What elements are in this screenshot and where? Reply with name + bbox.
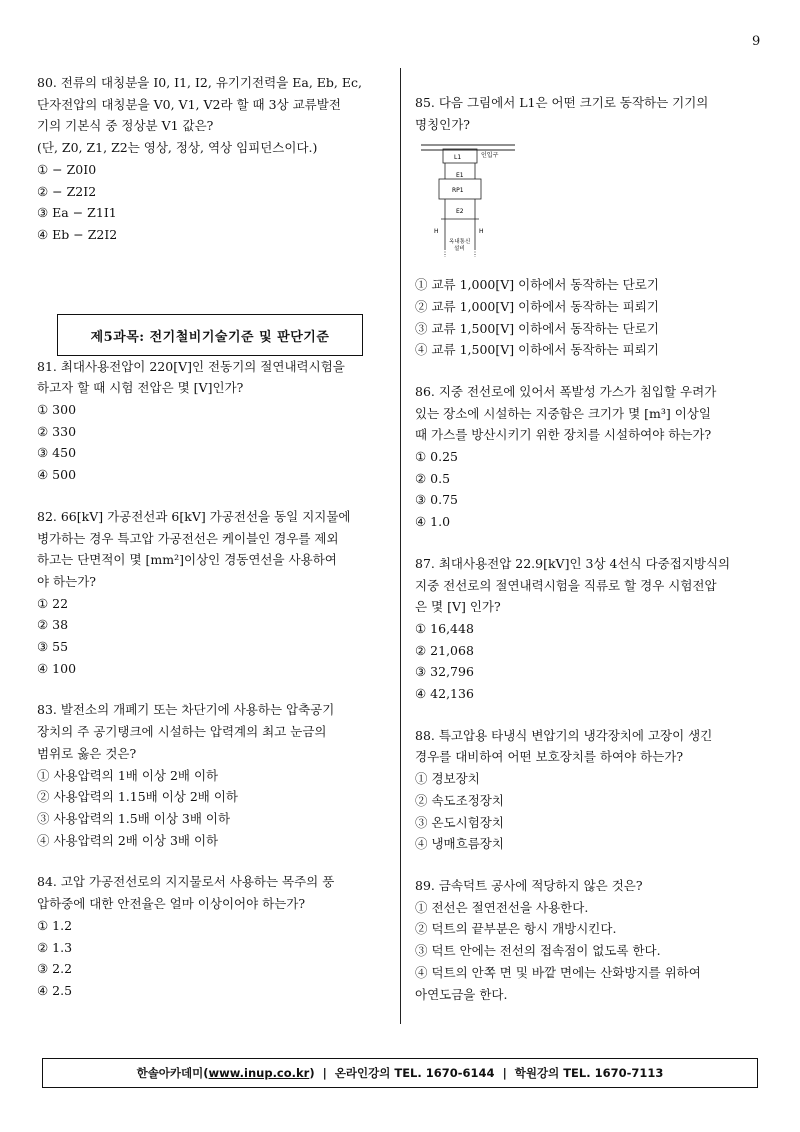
- figure-label: E1: [456, 172, 464, 180]
- question-84: [37, 871, 386, 1001]
- academy-name: 한솔아카데미(: [136, 1066, 209, 1080]
- option: ④ 2.5: [37, 982, 73, 998]
- option: ② 속도조정장치: [415, 792, 504, 808]
- option: ④ 42,136: [415, 686, 474, 702]
- figure-label: L1: [454, 154, 462, 162]
- option: ③ 온도시험장치: [415, 814, 504, 830]
- figure-label: E2: [456, 208, 464, 216]
- website-link[interactable]: www.inup.co.kr: [208, 1066, 310, 1080]
- question-text: 은 몇 [V] 인가?: [415, 599, 501, 615]
- option: ② 교류 1,000[V] 이하에서 동작하는 피뢰기: [415, 298, 659, 314]
- question-text: 84. 고압 가공전선로의 지지물로서 사용하는 목주의 풍: [37, 874, 335, 890]
- question-text: 하고자 할 때 시험 전압은 몇 [V]인가?: [37, 380, 244, 396]
- option: ④ 덕트의 안쪽 면 및 바깥 면에는 산화방지를 위하여: [415, 964, 701, 980]
- option: ③ 450: [37, 445, 77, 461]
- question-87: [415, 553, 764, 705]
- option: ① 경보장치: [415, 771, 480, 787]
- figure-label: 옥내통신: [449, 239, 471, 246]
- online-contact: 온라인강의 TEL. 1670-6144: [334, 1066, 495, 1080]
- figure-label: H: [479, 228, 484, 236]
- academy-name-close: ): [309, 1066, 315, 1080]
- section-title: 제5과목: 전기철비기술기준 및 판단기준: [90, 329, 330, 345]
- option: ④ 1.0: [415, 514, 451, 530]
- option: ② 0.5: [415, 470, 451, 486]
- section-title-box: [57, 314, 363, 356]
- option: ① 전선은 절연전선을 사용한다.: [415, 899, 589, 915]
- option: ③ 덕트 안에는 전선의 접속점이 없도록 한다.: [415, 943, 661, 959]
- option: ④ 냉매흐름장치: [415, 836, 504, 852]
- option: ③ 2.2: [37, 961, 73, 977]
- question-85: [415, 92, 764, 361]
- option: ② 사용압력의 1.15배 이상 2배 이하: [37, 789, 238, 805]
- question-88: [415, 725, 764, 855]
- question-86: [415, 381, 764, 533]
- question-text: 85. 다음 그림에서 L1은 어떤 크기로 동작하는 기기의: [415, 95, 709, 110]
- question-text: (단, Z0, Z1, Z2는 영상, 정상, 역상 임피던스이다.): [37, 140, 318, 156]
- option: ① 1.2: [37, 917, 73, 933]
- question-text: 기의 기본식 중 정상분 V1 값은?: [37, 118, 214, 134]
- question-text: 야 하는가?: [37, 573, 96, 589]
- figure-label: RP1: [452, 187, 464, 195]
- figure-label: 인입구: [481, 152, 499, 160]
- question-text: 81. 최대사용전압이 220[V]인 전동기의 절연내력시험을: [37, 358, 345, 374]
- option: ② 38: [37, 617, 69, 633]
- circuit-diagram-figure: [421, 139, 515, 261]
- question-text: 단자전압의 대칭분을 V0, V1, V2라 할 때 3상 교류발전: [37, 96, 341, 112]
- option: ④ 교류 1,500[V] 이하에서 동작하는 피뢰기: [415, 342, 659, 358]
- option: ① 교류 1,000[V] 이하에서 동작하는 단로기: [415, 277, 659, 293]
- option: ② 덕트의 끝부분은 항시 개방시킨다.: [415, 921, 617, 937]
- option: ① 16,448: [415, 620, 474, 636]
- question-text: 80. 전류의 대칭분을 I0, I1, I2, 유기기전력을 Ea, Eb, Ec,: [37, 75, 362, 90]
- offline-contact: 학원강의 TEL. 1670-7113: [514, 1066, 664, 1080]
- option: ③ 사용압력의 1.5배 이상 3배 이하: [37, 810, 231, 826]
- option: ① 0.25: [415, 449, 459, 465]
- question-text: 83. 발전소의 개폐기 또는 차단기에 사용하는 압축공기: [37, 702, 335, 718]
- question-80: [37, 72, 386, 246]
- left-column: [37, 72, 386, 1002]
- question-81: [37, 356, 386, 486]
- option: ③ 0.75: [415, 492, 459, 508]
- separator: |: [502, 1066, 507, 1080]
- question-82: [37, 506, 386, 680]
- question-text: 범위로 옳은 것은?: [37, 745, 137, 761]
- question-text: 87. 최대사용전압 22.9[kV]인 3상 4선식 다중접지방식의: [415, 555, 731, 571]
- option: ① 사용압력의 1배 이상 2배 이하: [37, 767, 219, 783]
- question-text: 때 가스를 방산시키기 위한 장치를 시설하여야 하는가?: [415, 427, 712, 443]
- figure-label: 설비: [454, 246, 465, 253]
- question-text: 장치의 주 공기탱크에 시설하는 압력계의 최고 눈금의: [37, 724, 327, 740]
- question-text: 경우를 대비하여 어떤 보호장치를 하여야 하는가?: [415, 749, 684, 765]
- figure-label: H: [434, 228, 439, 236]
- question-text: 하고는 단면적이 몇 [mm²]이상인 경동연선을 사용하여: [37, 552, 337, 568]
- option: ④ 100: [37, 660, 77, 676]
- separator: |: [322, 1066, 327, 1080]
- question-text: 병가하는 경우 특고압 가공전선은 케이블인 경우를 제외: [37, 530, 339, 546]
- option: ① − Z0I0: [37, 161, 97, 177]
- question-89: [415, 875, 764, 1005]
- option: ② 1.3: [37, 939, 73, 955]
- option: ③ 55: [37, 639, 69, 655]
- question-text: 압하중에 대한 안전율은 얼마 이상이어야 하는가?: [37, 896, 306, 912]
- option: ④ 500: [37, 467, 77, 483]
- option: ① 300: [37, 402, 77, 418]
- question-text: 89. 금속덕트 공사에 적당하지 않은 것은?: [415, 877, 643, 893]
- option: ② 21,068: [415, 642, 474, 658]
- question-text: 82. 66[kV] 가공전선과 6[kV] 가공전선을 동일 지지물에: [37, 508, 351, 524]
- question-text: 86. 지중 전선로에 있어서 폭발성 가스가 침입할 우려가: [415, 383, 717, 399]
- question-text: 명칭인가?: [415, 116, 471, 132]
- footer-banner: [42, 1058, 758, 1088]
- option: 아연도금을 한다.: [415, 986, 508, 1002]
- option: ① 22: [37, 595, 69, 611]
- option: ② 330: [37, 423, 77, 439]
- option: ④ 사용압력의 2배 이상 3배 이하: [37, 832, 219, 848]
- page-number: 9: [752, 34, 761, 49]
- option: ③ 32,796: [415, 664, 474, 680]
- question-text: 88. 특고압용 타냉식 변압기의 냉각장치에 고장이 생긴: [415, 727, 713, 743]
- question-text: 지중 전선로의 절연내력시험을 직류로 할 경우 시험전압: [415, 577, 717, 593]
- column-divider: [400, 68, 401, 1024]
- question-83: [37, 699, 386, 851]
- question-text: 있는 장소에 시설하는 지중함은 크기가 몇 [m³] 이상일: [415, 405, 711, 421]
- right-column: [415, 72, 764, 1005]
- option: ④ Eb − Z2I2: [37, 226, 118, 242]
- option: ③ 교류 1,500[V] 이하에서 동작하는 단로기: [415, 320, 659, 336]
- option: ② − Z2I2: [37, 183, 97, 199]
- option: ③ Ea − Z1I1: [37, 205, 117, 221]
